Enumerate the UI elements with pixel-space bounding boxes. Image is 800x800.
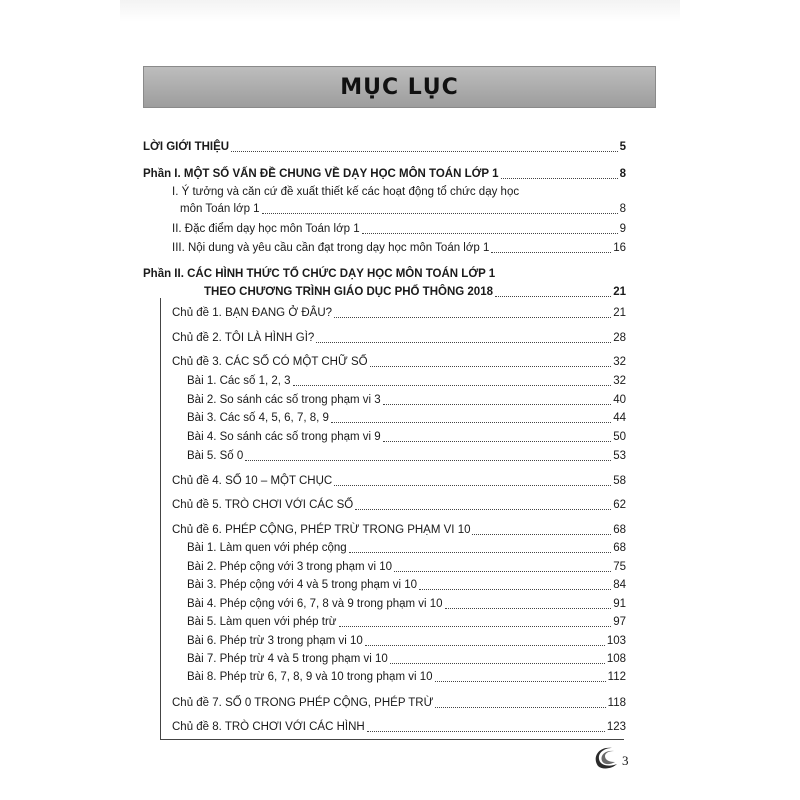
toc-entry[interactable] [187, 560, 626, 575]
toc-entry[interactable] [187, 652, 626, 667]
toc-entry-label: Phần I. MỘT SỐ VẤN ĐỀ CHUNG VỀ DẠY HỌC MÔN TOÁN LỚP 1 [143, 168, 499, 180]
toc-entry-label: Bài 3. Các số 4, 5, 6, 7, 8, 9 [187, 412, 329, 424]
toc-entry-page: 108 [606, 653, 626, 665]
toc-entry[interactable] [172, 355, 626, 370]
leader-dots [245, 459, 611, 461]
toc-entry-label: Bài 4. Phép cộng với 6, 7, 8 và 9 trong phạm vi 10 [187, 598, 443, 610]
leader-dots [491, 251, 611, 253]
leader-dots [419, 588, 611, 590]
leader-dots [293, 384, 612, 386]
leader-dots [339, 625, 612, 627]
leader-dots [231, 150, 618, 152]
leader-dots [383, 440, 612, 442]
toc-entry-page: 16 [613, 242, 626, 254]
toc-entry-page: 68 [613, 524, 626, 536]
toc-entry-label: THEO CHƯƠNG TRÌNH GIÁO DỤC PHỔ THÔNG 2018 [204, 286, 493, 298]
toc-entry[interactable] [187, 374, 626, 389]
leader-dots [435, 680, 606, 682]
toc-entry-label: Bài 5. Làm quen với phép trừ [187, 616, 337, 628]
toc-entry[interactable] [204, 285, 626, 300]
toc-entry[interactable] [172, 523, 626, 538]
leader-dots [472, 533, 611, 535]
toc-entry-page: 118 [607, 697, 626, 709]
leader-dots [349, 551, 612, 553]
toc-entry-label: môn Toán lớp 1 [180, 203, 260, 215]
toc-entry-page: 68 [613, 542, 626, 554]
toc-entry-page: 8 [619, 203, 626, 215]
toc-entry[interactable] [172, 306, 626, 321]
toc-entry[interactable] [187, 449, 626, 464]
toc-entry[interactable] [172, 331, 626, 346]
toc-entry-page: 123 [606, 721, 626, 733]
toc-entry[interactable] [143, 267, 626, 282]
toc-entry[interactable] [187, 615, 626, 630]
toc-entry-page: 112 [607, 671, 626, 683]
toc-entry-page: 62 [613, 499, 626, 511]
toc-entry-label: Chủ đề 1. BẠN ĐANG Ở ĐÂU? [172, 307, 333, 319]
toc-entry[interactable] [187, 670, 626, 685]
toc-entry-label: Bài 2. So sánh các số trong phạm vi 3 [187, 394, 381, 406]
toc-entry-page: 32 [613, 356, 626, 368]
toc-entry-label: I. Ý tưởng và căn cứ đề xuất thiết kế các hoạt động tổ chức dạy học [172, 186, 520, 198]
leader-dots [390, 662, 605, 664]
toc-entry-page: 53 [613, 450, 626, 462]
toc-entry-label: Bài 7. Phép trừ 4 và 5 trong phạm vi 10 [187, 653, 388, 665]
toc-entry-label: Bài 6. Phép trừ 3 trong phạm vi 10 [187, 635, 363, 647]
leader-dots [495, 295, 611, 297]
toc-entry-label: III. Nội dung và yêu cầu cần đạt trong dạy học môn Toán lớp 1 [172, 242, 490, 254]
toc-entry-label: Chủ đề 2. TÔI LÀ HÌNH GÌ? [172, 332, 315, 344]
toc-entry-page: 84 [613, 579, 626, 591]
toc-entry[interactable] [143, 140, 626, 155]
toc-entry[interactable] [187, 597, 626, 612]
toc-entry-page: 97 [613, 616, 626, 628]
toc-entry[interactable] [172, 474, 626, 489]
leader-dots [435, 706, 605, 708]
leader-dots [445, 607, 612, 609]
toc-entry[interactable] [172, 696, 626, 711]
leader-dots [362, 232, 618, 234]
toc-entry[interactable] [187, 634, 626, 649]
toc-entry-label: Bài 5. Số 0 [187, 450, 244, 462]
toc-entry-label: Bài 8. Phép trừ 6, 7, 8, 9 và 10 trong phạm vi 10 [187, 671, 433, 683]
page-title: MỤC LỤC [340, 74, 459, 100]
toc-entry[interactable] [143, 167, 626, 182]
leader-dots [334, 484, 611, 486]
toc-entry-label: Bài 3. Phép cộng với 4 và 5 trong phạm vi 10 [187, 579, 418, 591]
toc-entry-label: LỜI GIỚI THIỆU [143, 141, 230, 153]
toc-entry-label: Bài 1. Làm quen với phép cộng [187, 542, 347, 554]
toc-entry-label: Chủ đề 5. TRÒ CHƠI VỚI CÁC SỐ [172, 499, 354, 511]
toc-entry-page: 8 [619, 168, 626, 180]
leader-dots [355, 508, 611, 510]
toc-entry-page: 21 [613, 286, 626, 298]
toc-entry-page: 32 [613, 375, 626, 387]
toc-entry[interactable] [172, 222, 626, 237]
leader-dots [334, 316, 611, 318]
toc-entry-label: Phần II. CÁC HÌNH THỨC TỔ CHỨC DẠY HỌC MÔN TOÁN LỚP 1 [143, 268, 496, 280]
toc-entry-page: 103 [606, 635, 626, 647]
toc-entry-label: Bài 2. Phép cộng với 3 trong phạm vi 10 [187, 561, 393, 573]
toc-entry[interactable] [187, 541, 626, 556]
toc-entry[interactable] [187, 411, 626, 426]
toc-entry-label: Bài 1. Các số 1, 2, 3 [187, 375, 291, 387]
toc-entry-page: 9 [619, 223, 626, 235]
toc-entry-label: Bài 4. So sánh các số trong phạm vi 9 [187, 431, 381, 443]
toc-entry[interactable] [172, 498, 626, 513]
leader-dots [316, 341, 611, 343]
toc-entry[interactable] [180, 202, 626, 217]
page-number: 3 [622, 753, 629, 768]
toc-entry-label: Chủ đề 3. CÁC SỐ CÓ MỘT CHỮ SỐ [172, 356, 368, 368]
toc-entry-label: Chủ đề 6. PHÉP CỘNG, PHÉP TRỪ TRONG PHẠM VI 10 [172, 524, 471, 536]
toc-entry-page: 58 [613, 475, 626, 487]
toc-entry-page: 75 [613, 561, 626, 573]
toc-entry-page: 21 [613, 307, 626, 319]
toc-entry-page: 91 [613, 598, 626, 610]
toc-entry-page: 50 [613, 431, 626, 443]
toc-entry-page: 5 [619, 141, 626, 153]
toc-entry[interactable] [187, 430, 626, 445]
leader-dots [383, 403, 612, 405]
toc-entry[interactable] [172, 185, 626, 200]
toc-entry-page: 28 [613, 332, 626, 344]
leader-dots [501, 177, 618, 179]
toc-entry[interactable] [172, 241, 626, 256]
toc-entry-label: Chủ đề 4. SỐ 10 – MỘT CHỤC [172, 475, 333, 487]
leader-dots [367, 730, 605, 732]
toc-entry-page: 44 [613, 412, 626, 424]
leader-dots [394, 570, 611, 572]
leader-dots [365, 644, 605, 646]
toc-entry[interactable] [172, 720, 626, 735]
toc-entry[interactable] [187, 578, 626, 593]
toc-entry-label: II. Đặc điểm dạy học môn Toán lớp 1 [172, 223, 360, 235]
toc-entry[interactable] [187, 393, 626, 408]
leader-dots [331, 421, 611, 423]
leader-dots [370, 365, 612, 367]
leader-dots [262, 212, 618, 214]
toc-entry-page: 40 [613, 394, 626, 406]
swoosh-decoration-icon [590, 742, 620, 772]
toc-entry-label: Chủ đề 8. TRÒ CHƠI VỚI CÁC HÌNH [172, 721, 365, 733]
toc-entry-label: Chủ đề 7. SỐ 0 TRONG PHÉP CỘNG, PHÉP TRỪ [172, 697, 434, 709]
